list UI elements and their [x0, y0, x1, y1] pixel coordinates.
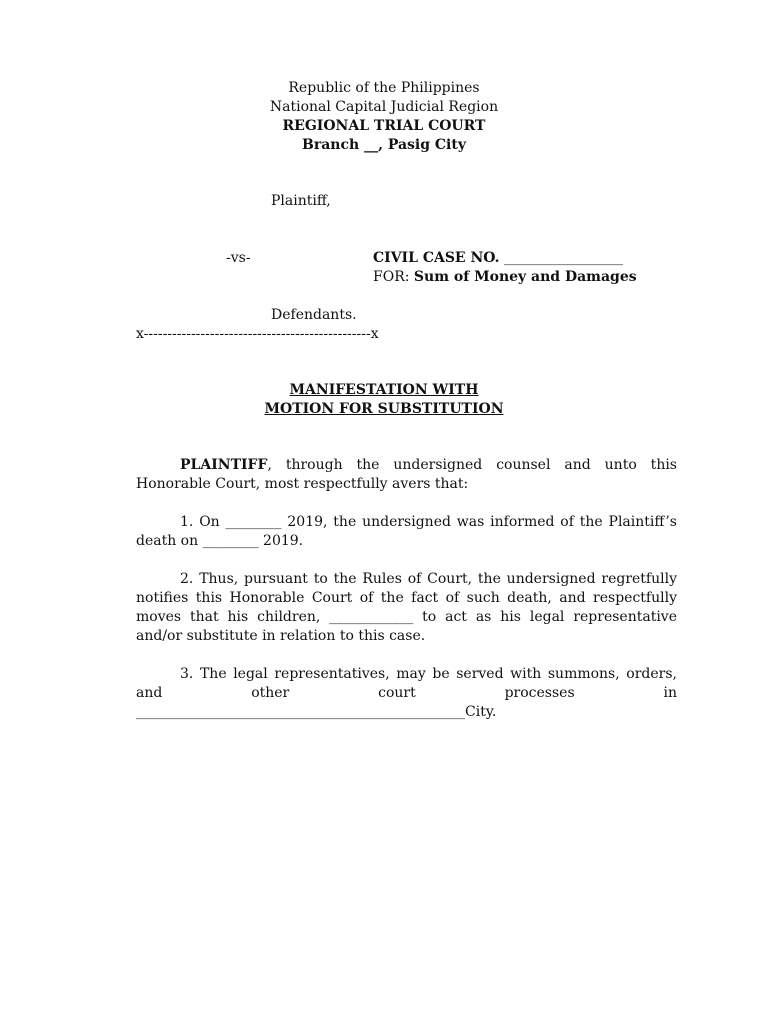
paragraph-2 — [136, 570, 677, 646]
paragraph-3-text: 3. The legal representatives, may be served with summons, orders, and other court processes in — [136, 666, 677, 701]
caption-for — [373, 268, 637, 287]
caption-defendants: Defendants. — [271, 307, 357, 323]
header-branch: Branch __, Pasig City — [302, 137, 466, 153]
paragraph-2-text: 2. Thus, pursuant to the Rules of Court, the undersigned regretfully notifies this Honorable Court of the fact of such death, and respectfully moves that his children, ____________ to act as his legal representative and/or substitute in relation to this case. — [136, 571, 677, 644]
paragraph-3-city-line: _______________________________________________City. — [136, 704, 497, 720]
caption-case-number — [373, 249, 623, 268]
title-line-2: MOTION FOR SUBSTITUTION — [264, 401, 504, 417]
caption-divider: x------------------------------------------------x — [136, 326, 379, 342]
caption-vs: -vs- — [226, 250, 251, 266]
header-region: National Capital Judicial Region — [269, 99, 499, 115]
case-number-blank: _________________ — [499, 250, 623, 266]
intro-paragraph — [136, 456, 677, 494]
for-label: FOR: — [373, 269, 410, 285]
header-republic: Republic of the Philippines — [288, 80, 480, 96]
intro-party: PLAINTIFF — [180, 457, 268, 473]
intro-text: , through the undersigned counsel and unto this Honorable Court, most respectfully avers that: — [136, 457, 677, 492]
paragraph-1 — [136, 513, 677, 551]
header-court: REGIONAL TRIAL COURT — [282, 118, 486, 134]
paragraph-1-text: 1. On ________ 2019, the undersigned was informed of the Plaintiff’s death on ________ 2019. — [136, 514, 677, 549]
case-number-label: CIVIL CASE NO. — [373, 250, 500, 266]
for-value: Sum of Money and Damages — [413, 269, 637, 285]
caption-plaintiff: Plaintiff, — [271, 193, 331, 209]
title-line-1: MANIFESTATION WITH — [289, 382, 479, 398]
paragraph-3 — [136, 665, 677, 703]
